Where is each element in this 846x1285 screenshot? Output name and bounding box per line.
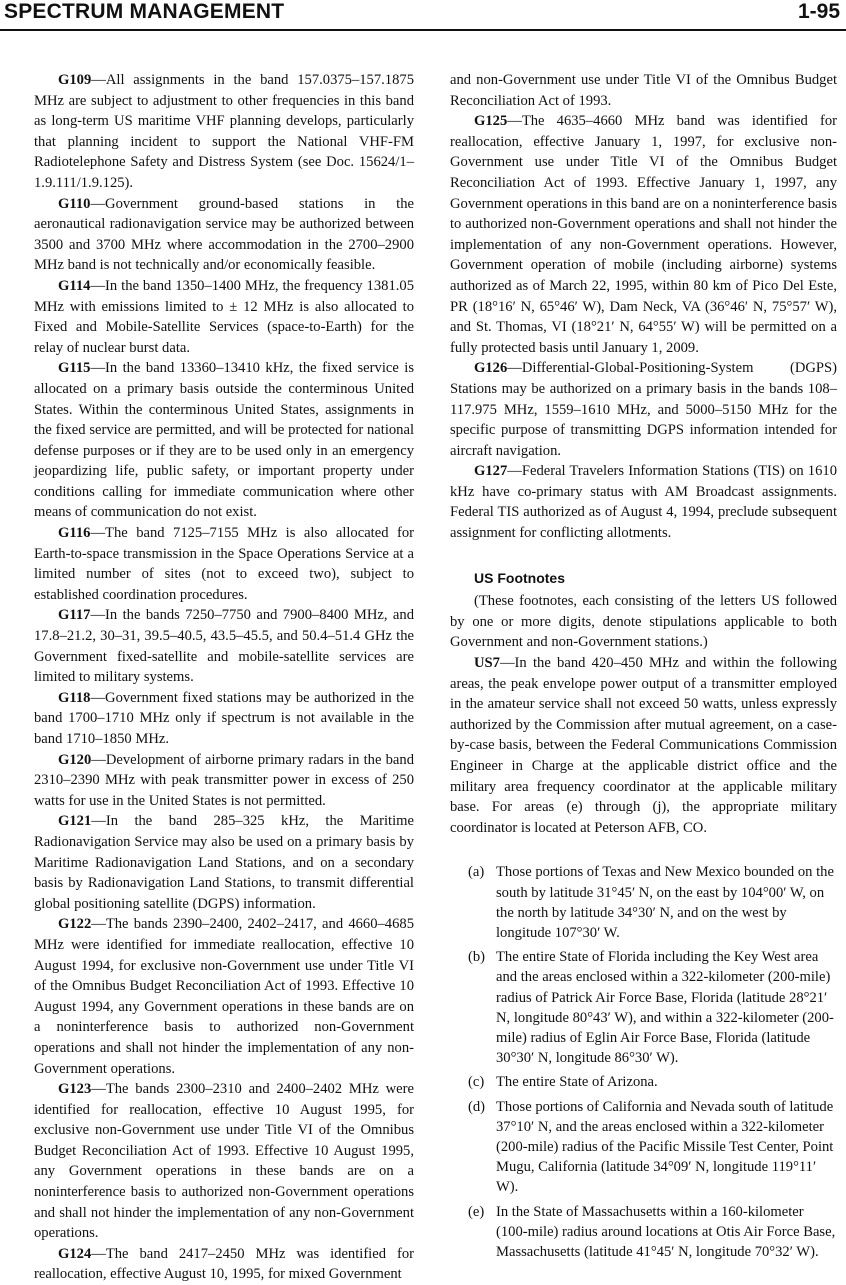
list-item — [450, 862, 837, 943]
list-marker: (c) — [468, 1074, 485, 1091]
running-head: SPECTRUM MANAGEMENT — [4, 0, 285, 23]
right-column — [450, 70, 837, 1266]
footnote-text: —The bands 2300–2310 and 2400–2402 MHz were identified for reallocation, effective 10 August 1995, for exclusive non-Government use under Title VI of the Omnibus Budget Reconciliation Act of 1993. Effective 10 August 1995, any Government operations in these bands are on a noninterference basis to authorized non-Government operations and shall not hinder the implementation of any non-Government operations. — [34, 1081, 414, 1242]
page-header — [0, 0, 846, 30]
footnote-id: G116 — [58, 525, 91, 542]
list-item-text: In the State of Massachusetts within a 160-kilometer (100-mile) radius around locations at Otis Air Force Base, Massachusetts (latitude 41°45′ N, longitude 70°32′ W). — [496, 1203, 836, 1261]
list-item-text: The entire State of Florida including the Key West area and the areas enclosed within a 322-kilometer (200-mile) radius of Patrick Air Force Base, Florida (latitude 28°21′ N, longitude 80°43′ W), and within a 322-kilometer (200-mile) radius of Eglin Air Force Base, Florida (latitude 30°30′ N, longitude 86°30′ W). — [496, 949, 834, 1067]
footnote-g120 — [34, 750, 414, 812]
continuation-text: and non-Government use under Title VI of the Omnibus Budget Reconciliation Act of 1993. — [450, 72, 837, 109]
footnote-id: US7 — [474, 655, 500, 672]
footnote-text: —In the band 1350–1400 MHz, the frequency 1381.05 MHz with emissions limited to ± 12 MHz is also allocated to Fixed and Mobile-Satellite Services (space-to-Earth) for the relay of nuclear burst data. — [34, 277, 414, 356]
footnote-g118 — [34, 688, 414, 750]
footnote-text: —The bands 2390–2400, 2402–2417, and 4660–4685 MHz were identified for immediate reallocation, effective 10 August 1994, for exclusive non-Government use under Title VI of the Omnibus Budget Reconciliation Act of 1993. Effective 10 August 1994, any Government operations in these bands are on a noninterference basis to authorized non-Government operations and shall not hinder the implementation of any non-Government operations. — [34, 916, 414, 1077]
list-item-text: Those portions of California and Nevada south of latitude 37°10′ N, and the areas enclosed within a 322-kilometer (200-mile) radius of the Pacific Missile Test Center, Point Mugu, California (latitude 34°09′ N, longitude 119°11′ W). — [496, 1098, 834, 1196]
header-rule — [0, 29, 846, 31]
section-heading: US Footnotes — [474, 569, 565, 586]
list-item — [450, 1097, 837, 1198]
footnote-id: G109 — [58, 72, 92, 88]
footnote-id: G120 — [58, 751, 92, 768]
footnote-text: —The band 7125–7155 MHz is also allocated for Earth-to-space transmission in the Space Operations Service at a limited number of sites (not to exceed two), subject to established coordination procedures. — [34, 525, 414, 603]
list-item-text: Those portions of Texas and New Mexico bounded on the south by latitude 31°45′ N, on the east by 104°00′ W, on the north by latitude 34°30′ N, and on the west by longitude 107°30′ W. — [496, 864, 834, 941]
footnote-text: —Federal Travelers Information Stations (TIS) on 1610 kHz have co-primary status with AM Broadcast assignments. Federal TIS authorized as of August 4, 1994, preclude subsequent assignment for conflicting allotments. — [450, 463, 837, 542]
list-item — [450, 1202, 837, 1263]
footnote-g123 — [34, 1079, 414, 1244]
footnote-g125 — [450, 111, 837, 358]
list-marker: (d) — [468, 1098, 486, 1115]
footnote-id: G110 — [58, 195, 91, 212]
footnote-g109 — [34, 70, 414, 194]
footnote-text: —Government fixed stations may be authorized in the band 1700–1710 MHz only if spectrum is not available in the band 1710–1850 MHz. — [34, 689, 414, 747]
footnote-text: —The 4635–4660 MHz band was identified for reallocation, effective January 1, 1997, for exclusive non-Government use under Title VI of the Omnibus Budget Reconciliation Act of 1993. Effective January 1, 1997, any Government operations in this band are on a noninterference basis to authorized non-Government operations and shall not hinder the implementation of any non-Government operations. However, Government operation of mobile (including airborne) systems authorized as of March 22, 1995, within 80 km of Pico Del Este, PR (18°16′ N, 65°46′ W), Dam Neck, VA (36°46′ N, 75°57′ W), and St. Thomas, VI (18°21′ N, 64°55′ W) will be permitted on a fully protected basis until January 1, 2009. — [450, 113, 838, 356]
footnote-id: G122 — [58, 916, 92, 933]
footnote-id: G121 — [58, 813, 92, 830]
footnote-text: —All assignments in the band 157.0375–157.1875 MHz are subject to adjustment to other frequencies in this band as long-term US maritime VHF planning develops, particularly that planning incident to support the National VHF-FM Radiotelephone Safety and Distress System (see Doc. 15624/1–1.9.111/1.9.125). — [34, 72, 414, 191]
footnote-g110 — [34, 194, 414, 276]
footnote-id: G118 — [58, 689, 91, 706]
footnote-id: G117 — [58, 607, 91, 624]
footnote-id: G123 — [58, 1081, 92, 1098]
footnote-text: —In the band 420–450 MHz and within the following areas, the peak envelope power output of a transmitter employed in the amateur service shall not exceed 50 watts, unless expressly authorized by the Commission after mutual agreement, on a case-by-case basis, between the Federal Communications Commission Engineer in Charge at the applicable district office and the military area frequency coordinator at the applicable military base. For areas (e) through (j), the appropriate military coordinator is located at Peterson AFB, CO. — [450, 655, 837, 836]
page-number: 1-95 — [797, 0, 840, 23]
footnote-id: G127 — [474, 463, 508, 480]
footnote-g121 — [34, 811, 414, 914]
footnote-text: —In the band 285–325 kHz, the Maritime Radionavigation Service may also be used on a primary basis by Maritime Radionavigation Land Stations, and on a secondary basis by Radionavigation Land Stations, to transmit differential global positioning satellite (DGPS) information. — [34, 813, 414, 912]
footnote-id: G124 — [58, 1245, 92, 1262]
footnote-text: —Development of airborne primary radars in the band 2310–2390 MHz with peak transmitter power in excess of 250 watts for use in the United States is not permitted. — [34, 751, 414, 809]
footnote-g124 — [34, 1244, 414, 1285]
footnote-g116 — [34, 523, 414, 605]
section-intro: (These footnotes, each consisting of the letters US followed by one or more digits, denote stipulations applicable to both Government and non-Government stations.) — [450, 593, 837, 651]
list-marker: (a) — [468, 864, 485, 881]
list-item-text: The entire State of Arizona. — [496, 1074, 658, 1091]
footnote-g127 — [450, 461, 837, 543]
footnote-text: —Differential-Global-Positioning-System (DGPS) Stations may be authorized on a primary basis in the bands 108–117.975 MHz, 1559–1610 MHz, and 5000–5150 MHz for the specific purpose of transmitting DGPS information intended for aircraft navigation. — [450, 360, 837, 459]
footnote-text: —In the band 13360–13410 kHz, the fixed service is allocated on a primary basis outside the conterminous United States. Within the conterminous United States, assignments in the fixed service are permitted, and will be protected for national defense purposes or if they are to be used only in an emergency jeopardizing life, public safety, or important property under conditions calling for immediate communication where other means of communication do not exist. — [34, 360, 414, 521]
footnote-us7 — [450, 653, 837, 838]
list-marker: (e) — [468, 1203, 485, 1220]
footnote-text: —The band 2417–2450 MHz was identified for reallocation, effective August 10, 1995, for mixed Government — [34, 1245, 414, 1283]
left-column — [34, 70, 414, 1285]
footnote-text: —In the bands 7250–7750 and 7900–8400 MHz, and 17.8–21.2, 30–31, 39.5–40.5, 43.5–45.5, and 50.4–51.4 GHz the Government fixed-satellite and mobile-satellite services are limited to military systems. — [34, 607, 414, 686]
footnote-g122 — [34, 914, 414, 1079]
footnote-g126 — [450, 358, 837, 461]
footnote-id: G126 — [474, 360, 508, 377]
footnote-id: G115 — [58, 360, 91, 377]
area-list — [450, 862, 837, 1262]
list-item — [450, 947, 837, 1068]
list-marker: (b) — [468, 949, 486, 966]
footnote-g115 — [34, 358, 414, 523]
footnote-g117 — [34, 605, 414, 687]
footnote-id: G125 — [474, 113, 508, 130]
footnote-g114 — [34, 276, 414, 358]
footnote-id: G114 — [58, 277, 91, 294]
footnote-text: —Government ground-based stations in the aeronautical radionavigation service may be authorized between 3500 and 3700 MHz where accommodation in the 2700–2900 MHz band is not technically and/or economically feasible. — [34, 195, 414, 274]
list-item — [450, 1072, 837, 1092]
